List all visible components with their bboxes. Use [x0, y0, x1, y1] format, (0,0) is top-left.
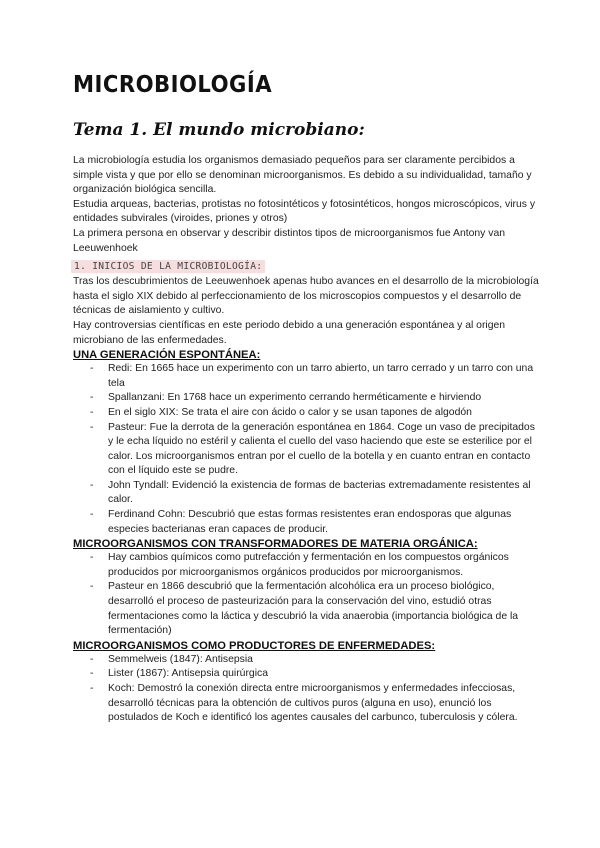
dash-bullet: -: [90, 653, 94, 665]
document-title: MICROBIOLOGÍA: [73, 72, 273, 98]
list-item: [90, 362, 540, 391]
list-item: [90, 653, 540, 668]
section-paragraph: Hay controversias científicas en este periodo debido a una generación espontánea y al origen microbiano de las enfermedades.: [73, 319, 506, 346]
list-item: [90, 667, 540, 682]
list-item-text: Lister (1867): Antisepsia quirúrgica: [108, 668, 268, 680]
intro-paragraph: Estudia arqueas, bacterias, protistas no fotosintéticos y fotosintéticos, hongos microscópicos, virus y entidades subvirales (viroides, priones y otros): [73, 198, 536, 225]
list-item: [90, 682, 540, 726]
bullet-list: [73, 551, 540, 639]
list-item: [90, 580, 540, 638]
dash-bullet: -: [90, 392, 94, 404]
list-item-text: En el siglo XIX: Se trata el aire con ácido o calor y se usan tapones de algodón: [108, 406, 472, 418]
list-item: [90, 479, 540, 508]
section-heading-highlighted: 1. INICIOS DE LA MICROBIOLOGÍA:: [71, 260, 265, 273]
list-item: [90, 421, 540, 479]
list-item-text: Pasteur: Fue la derrota de la generación espontánea en 1864. Coge un vaso de precipitados y le echa líquido no estéril y calienta el cuello del vaso haciendo que este se esterilice por el calor. Los microorganismos entran por el cuello de la botella y en cuanto entran en contacto con el líquido este se pudre.: [108, 421, 535, 477]
subsection-heading: MICROORGANISMOS COMO PRODUCTORES DE ENFERMEDADES:: [73, 639, 436, 652]
dash-bullet: -: [90, 479, 94, 491]
section-paragraph: Tras los descubrimientos de Leeuwenhoek apenas hubo avances en el desarrollo de la microbiología hasta el siglo XIX debido al perfeccionamiento de los microscopios compuestos y el desarrollo de técnicas de aislamiento y cultivo.: [73, 276, 539, 317]
chapter-title: Tema 1. El mundo microbiano:: [73, 120, 365, 140]
list-item: [90, 391, 540, 406]
list-item-text: Ferdinand Cohn: Descubrió que estas formas resistentes eran endosporas que algunas especies bacterianas eran capaces de producir.: [108, 509, 512, 535]
subsection-heading: MICROORGANISMOS CON TRANSFORMADORES DE MATERIA ORGÁNICA:: [73, 538, 478, 551]
list-item-text: Koch: Demostró la conexión directa entre microorganismos y enfermedades infecciosas, desarrolló técnicas para la obtención de cultivos puros (alguna en uso), enunció los postulados de Koch e identificó los agentes causales del carbunco, tuberculosis y cólera.: [108, 683, 518, 724]
bullet-list: [73, 653, 540, 726]
dash-bullet: -: [90, 552, 94, 564]
list-item: [90, 508, 540, 537]
dash-bullet: -: [90, 683, 94, 694]
dash-bullet: -: [90, 668, 94, 680]
list-item-text: Pasteur en 1866 descubrió que la fermentación alcohólica era un proceso biológico, desarrolló el proceso de pasteurización para la conservación del vino, estudió otras fermentaciones como la láctica y descubrió la vida anaerobia (importancia biológica de la fermentación): [108, 581, 519, 637]
list-item: [90, 551, 540, 580]
list-item-text: Spallanzani: En 1768 hace un experimento cerrando herméticamente e hirviendo: [108, 392, 482, 404]
dash-bullet: -: [90, 581, 94, 593]
list-item-text: John Tyndall: Evidenció la existencia de formas de bacterias extremadamente resistentes al calor.: [108, 479, 531, 506]
dash-bullet: -: [90, 363, 94, 375]
list-item: [90, 406, 540, 421]
subsection-heading: UNA GENERACIÓN ESPONTÁNEA:: [73, 349, 261, 362]
list-item-text: Hay cambios químicos como putrefacción y fermentación en los compuestos orgánicos producidos por microorganismos orgánicos producidos por microorganismos.: [108, 552, 509, 578]
list-item-text: Redi: En 1665 hace un experimento con un tarro abierto, un tarro cerrado y un tarro con una tela: [108, 363, 534, 389]
dash-bullet: -: [90, 406, 94, 418]
intro-paragraph: La microbiología estudia los organismos demasiado pequeños para ser claramente percibidos a simple vista y que por ello se denominan microorganismos. Es debido a su individualidad, tamaño y organización biológica sencilla.: [73, 155, 532, 196]
dash-bullet: -: [90, 509, 94, 521]
list-item-text: Semmelweis (1847): Antisepsia: [108, 653, 253, 665]
intro-paragraph: La primera persona en observar y describir distintos tipos de microorganismos fue Antony van Leeuwenhoek: [73, 227, 506, 254]
dash-bullet: -: [90, 421, 94, 433]
bullet-list: [73, 362, 540, 537]
